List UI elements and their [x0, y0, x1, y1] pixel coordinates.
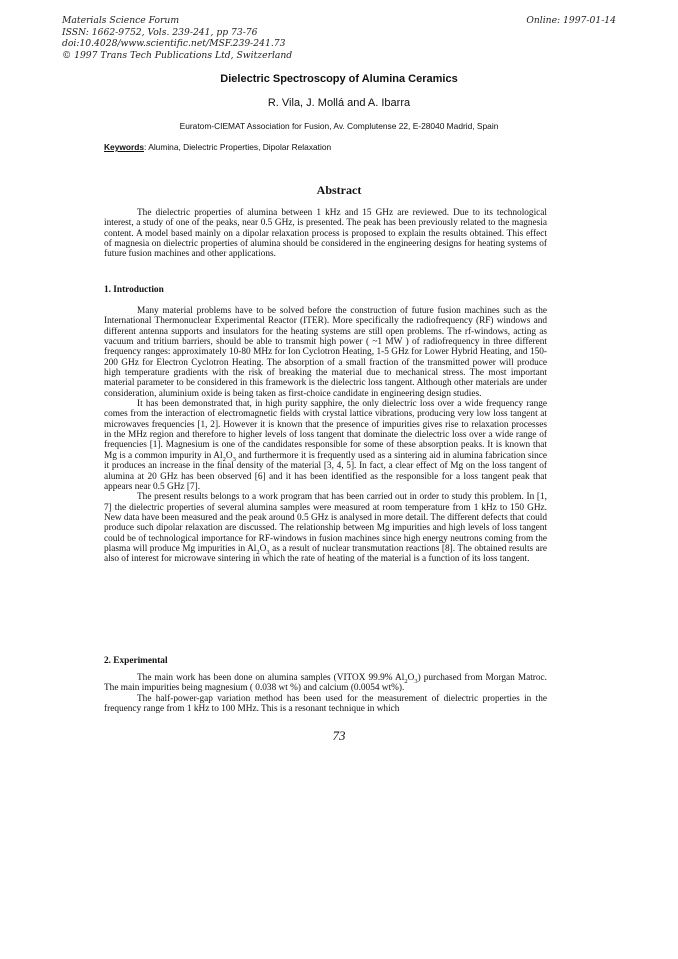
- citation-header: [62, 15, 292, 61]
- experimental-heading: 2. Experimental: [104, 656, 168, 666]
- journal-name: Materials Science Forum: [62, 15, 180, 26]
- paper-title: Dielectric Spectroscopy of Alumina Ceramics: [220, 73, 458, 85]
- keywords-colon: :: [144, 142, 149, 152]
- introduction-body: [104, 306, 547, 565]
- intro-paragraph-1: Many material problems have to be solved before the construction of future fusion machines such as the International Thermonuclear Experimental Reactor (ITER). More specifically the radiofrequency (RF) windows and different antenna supports and insulators for the heating systems are still open problems. The rf-windows, acting as vacuum and tritium barriers, should be able to transmit high power ( ~1 MW ) of radiofrequency in three different frequency ranges: approximately 10-80 MHz for Ion Cyclotron Heating, 1-5 GHz for Lower Hybrid Heating, and 150-200 GHz for Electron Cyclotron Heating. The absorption of a small fraction of the transmitted power will produce high temperature gradients with the risk of breaking the material due to mechanical stress. The most important material parameter to be considered in this framework is the dielectric loss tangent. Although other materials are under consideration, aluminium oxide is being taken as first-choice candidate in engineering design studies.: [104, 306, 547, 399]
- keywords-label: Keywords: [104, 142, 145, 152]
- keywords-text: Alumina, Dielectric Properties, Dipolar Relaxation: [148, 142, 332, 152]
- issn-line: ISSN: 1662-9752, Vols. 239-241, pp 73-76: [62, 26, 258, 38]
- affiliation: Euratom-CIEMAT Association for Fusion, Av. Complutense 22, E-28040 Madrid, Spain: [179, 121, 499, 131]
- copyright-line: © 1997 Trans Tech Publications Ltd, Switzerland: [62, 49, 293, 61]
- authors: R. Vila, J. Mollá and A. Ibarra: [267, 97, 411, 109]
- online-date: Online: 1997-01-14: [526, 15, 616, 26]
- page-number: 73: [332, 728, 346, 743]
- doi-line: doi:10.4028/www.scientific.net/MSF.239-241.73: [62, 38, 286, 49]
- experimental-body: [104, 673, 547, 714]
- exp-paragraph-1: The main work has been done on alumina samples (VITOX 99.9% $Al_2O_3$) purchased from Morgan Matroc. The main impurities being magnesium ( 0.038 wt %) and calcium (0.0054 wt%).: [104, 673, 547, 694]
- abstract-heading: Abstract: [316, 183, 362, 197]
- intro-paragraph-2: It has been demonstrated that, in high purity sapphire, the only dielectric loss over a wide frequency range comes from the interaction of electromagnetic fields with crystal lattice vibrations, producing very low loss tangent at microwaves frequencies [1, 2]. However it is known that the presence of impurities gives rise to relaxation processes in the MHz region and therefore to higher levels of loss tangent that dominate the dielectric loss over a wide range of frequencies [1]. Magnesium is one of the candidates responsible for some of these absorption peaks. It is known that Mg is a common impurity in $Al_2O_3$ and furthermore it is frequently used as a sintering aid in alumina fabrication since it produces an increase in the final density of the material [3, 4, 5]. In fact, a clear effect of Mg on the loss tangent of alumina at 20 GHz has been observed [6] and it has been identified as the responsible for a loss tangent peak that appears near 0.5 GHz [7].: [104, 399, 548, 492]
- introduction-heading: 1. Introduction: [104, 285, 164, 295]
- exp-paragraph-2: The half-power-gap variation method has been used for the measurement of dielectric properties in the frequency range from 1 kHz to 100 MHz. This is a resonant technique in which: [104, 693, 547, 715]
- abstract-text: The dielectric properties of alumina between 1 kHz and 15 GHz are reviewed. Due to its technological interest, a study of one of the peaks, near 0.5 GHz, is presented. The peak has been previously related to the magnesia content. A model based mainly on a dipolar relaxation process is proposed to explain the results obtained. This effect of magnesia on dielectric properties of alumina should be considered in the engineering designs for heating systems of future fusion machines and other applications.: [104, 208, 547, 260]
- intro-paragraph-3: The present results belongs to a work program that has been carried out in order to study this problem. In [1, 7] the dielectric properties of several alumina samples were measured at room temperature from 1 kHz to 150 GHz. New data have been measured and the peak around 0.5 GHz is analysed in more detail. The different defects that could produce such dipolar relaxation are discussed. The relationship between Mg impurities and high levels of loss tangent could be of technological importance for RF-windows in fusion machines since high energy neutrons coming from the plasma will produce Mg impurities in $Al_2O_3$ as a result of nuclear transmutation reactions [8]. The obtained results are also of interest for microwave sintering in which the rate of heating of the material is a function of its loss tangent.: [104, 492, 547, 565]
- keywords: [104, 142, 331, 152]
- abstract-body: [104, 208, 547, 260]
